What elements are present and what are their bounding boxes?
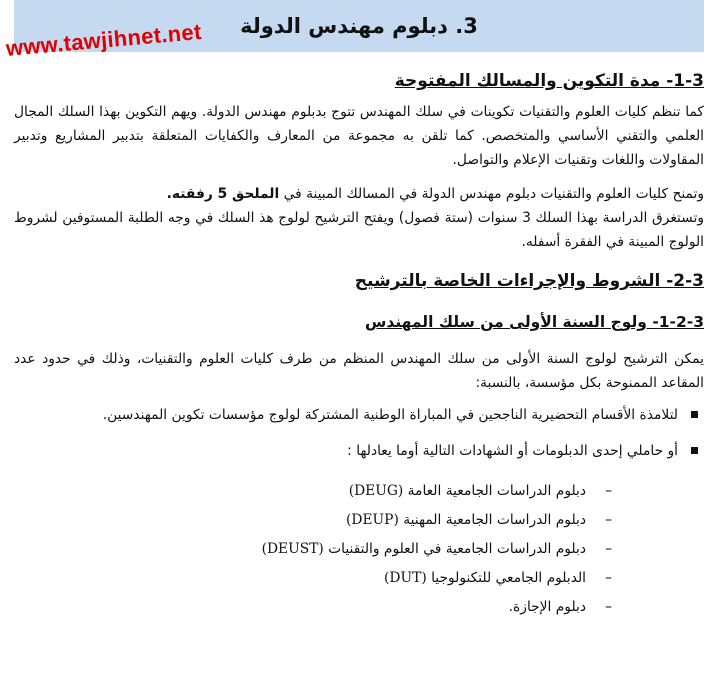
paragraph-diploma-annex-text: وتمنح كليات العلوم والتقنيات دبلوم مهندس الدولة في المسالك المبينة في [279,186,704,202]
annex-reference: الملحق 5 رفقته. [166,186,280,202]
document-body [14,60,704,622]
paragraph-study-duration: وتستغرق الدراسة بهذا السلك 3 سنوات (ستة فصول) ويفتح الترشيح لولوج هذ السلك في وجه الطلبة المستوفين لشروط الولوج المبينة في الفقرة أسفله. [14,210,704,250]
diploma-name: دبلوم الدراسات الجامعية العامة [407,483,586,499]
diploma-abbr: (DUT) [384,570,427,586]
diploma-name: الدبلوم الجامعي للتكنولوجيا [431,570,586,586]
diploma-abbr: (DEUP) [346,512,399,528]
diploma-item [14,506,612,535]
heading-first-year-access: 1-2-3- ولوج السنة الأولى من سلك المهندس [365,313,704,331]
paragraph-diploma-annex [14,182,704,206]
diploma-name: دبلوم الدراسات الجامعية المهنية [403,512,586,528]
heading-conditions: 2-3- الشروط والإجراءات الخاصة بالترشيح [354,271,704,291]
diploma-item [14,535,612,564]
diploma-item [14,593,612,622]
diploma-abbr: (DEUST) [261,541,324,557]
eligibility-list [14,403,704,463]
diploma-name: دبلوم الإجازة. [508,599,586,615]
diploma-item [14,477,612,506]
diploma-list [14,477,704,622]
bullet-diploma-holders: أو حاملي إحدى الدبلومات أو الشهادات التالية أوما يعادلها : [14,439,704,463]
bullet-prep-classes: لتلامذة الأقسام التحضيرية الناجحين في المباراة الوطنية المشتركة لولوج مؤسسات تكوين المهندسين. [14,403,704,427]
section-title: 3. دبلوم مهندس الدولة [240,14,478,38]
website-watermark: www.tawjihnet.net [4,18,203,61]
paragraph-intro: كما تنظم كليات العلوم والتقنيات تكوينات في سلك المهندس تتوج بدبلوم مهندس الدولة. ويهم التكوين بهذا السلك المجال العلمي والتقني الأساسي والمتخصص. كما تلقن به مجموعة من المعارف والكفايات المتعلقة بتدبير المشاريع وتدبير المقاولات واللغات وتقنيات الإعلام والتواصل. [14,104,704,168]
paragraph-candidacy: يمكن الترشيح لولوج السنة الأولى من سلك المهندس المنظم من طرف كليات العلوم والتقنيات، وذلك في حدود عدد المقاعد الممنوحة بكل مؤسسة، بالنسبة: [14,351,704,391]
heading-training-duration: 1-3- مدة التكوين والمسالك المفتوحة [394,71,704,91]
diploma-item [14,564,612,593]
diploma-name: دبلوم الدراسات الجامعية في العلوم والتقنيات [328,541,586,557]
diploma-abbr: (DEUG) [348,483,404,499]
